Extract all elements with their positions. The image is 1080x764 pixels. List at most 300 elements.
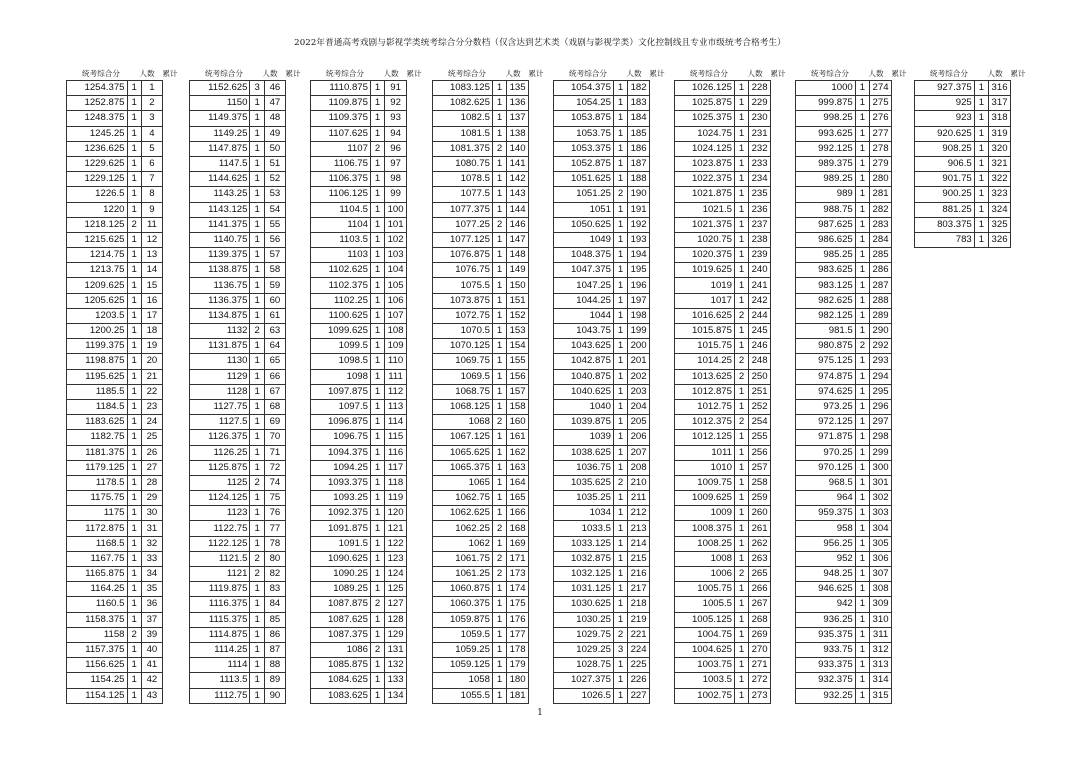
cumulative-cell: 120 <box>385 506 407 521</box>
cumulative-cell: 198 <box>628 308 650 323</box>
cumulative-cell: 98 <box>385 172 407 187</box>
table-row <box>796 187 892 202</box>
score-cell: 1091.875 <box>311 521 371 536</box>
count-cell: 1 <box>855 96 869 111</box>
table-row <box>796 536 892 551</box>
count-cell: 2 <box>250 567 264 582</box>
table-row <box>67 430 163 445</box>
table-row <box>67 673 163 688</box>
cumulative-cell: 250 <box>749 369 771 384</box>
cumulative-cell: 18 <box>141 324 162 339</box>
count-cell: 1 <box>855 369 869 384</box>
table-row <box>67 399 163 414</box>
count-cell: 1 <box>250 642 264 657</box>
table-row <box>554 445 650 460</box>
count-cell: 1 <box>127 506 141 521</box>
cumulative-cell: 256 <box>749 445 771 460</box>
table-row <box>67 126 163 141</box>
header-score: 统考综合分 <box>448 69 486 78</box>
table-row <box>796 384 892 399</box>
cumulative-cell: 275 <box>870 96 892 111</box>
table-row <box>311 658 407 673</box>
score-cell: 1128 <box>190 384 250 399</box>
count-cell: 1 <box>250 278 264 293</box>
cumulative-cell: 154 <box>507 339 529 354</box>
score-cell: 942 <box>796 597 856 612</box>
score-cell: 1085.875 <box>311 658 371 673</box>
count-cell: 1 <box>492 172 506 187</box>
cumulative-cell: 280 <box>870 172 892 187</box>
count-cell: 1 <box>974 172 988 187</box>
count-cell: 1 <box>250 506 264 521</box>
table-row <box>675 339 771 354</box>
count-cell: 1 <box>492 536 506 551</box>
score-cell: 1082.5 <box>433 111 493 126</box>
table-row <box>190 202 286 217</box>
cumulative-cell: 122 <box>385 536 407 551</box>
table-row <box>190 521 286 536</box>
score-cell: 1000 <box>796 81 856 96</box>
score-cell: 1077.5 <box>433 187 493 202</box>
count-cell: 1 <box>613 217 627 232</box>
score-cell: 952 <box>796 551 856 566</box>
score-cell: 1114 <box>190 658 250 673</box>
table-row <box>433 263 529 278</box>
cumulative-cell: 175 <box>507 597 529 612</box>
score-cell: 1220 <box>67 202 128 217</box>
count-cell: 1 <box>974 96 988 111</box>
cumulative-cell: 244 <box>749 308 771 323</box>
table-row <box>190 460 286 475</box>
count-cell: 1 <box>974 111 988 126</box>
table-row <box>67 597 163 612</box>
cumulative-cell: 66 <box>264 369 285 384</box>
cumulative-cell: 80 <box>264 551 285 566</box>
column-headers <box>189 66 301 80</box>
score-cell: 1025.375 <box>675 111 735 126</box>
count-cell: 1 <box>855 491 869 506</box>
count-cell: 1 <box>127 582 141 597</box>
cumulative-cell: 56 <box>264 232 285 247</box>
count-cell: 1 <box>734 597 748 612</box>
count-cell: 2 <box>492 141 506 156</box>
table-row <box>311 627 407 642</box>
table-row <box>433 81 529 96</box>
cumulative-cell: 178 <box>507 642 529 657</box>
score-cell: 1028.75 <box>554 658 614 673</box>
count-cell: 1 <box>492 582 506 597</box>
count-cell: 1 <box>855 521 869 536</box>
cumulative-cell: 82 <box>264 567 285 582</box>
count-cell: 1 <box>370 232 384 247</box>
count-cell: 1 <box>613 111 627 126</box>
count-cell: 2 <box>734 415 748 430</box>
cumulative-cell: 141 <box>507 156 529 171</box>
table-row <box>675 460 771 475</box>
table-row <box>554 399 650 414</box>
score-cell: 1147.875 <box>190 141 250 156</box>
count-cell: 1 <box>613 96 627 111</box>
count-cell: 1 <box>127 658 141 673</box>
table-row <box>190 339 286 354</box>
cumulative-cell: 101 <box>385 217 407 232</box>
count-cell: 1 <box>855 278 869 293</box>
score-cell: 1092.375 <box>311 506 371 521</box>
count-cell: 1 <box>492 354 506 369</box>
count-cell: 1 <box>734 141 748 156</box>
table-row <box>67 141 163 156</box>
count-cell: 1 <box>370 506 384 521</box>
count-cell: 1 <box>370 187 384 202</box>
count-cell: 3 <box>613 642 627 657</box>
score-cell: 1040.875 <box>554 369 614 384</box>
cumulative-cell: 261 <box>749 521 771 536</box>
count-cell: 1 <box>734 536 748 551</box>
score-cell: 1122.125 <box>190 536 250 551</box>
table-row <box>796 278 892 293</box>
cumulative-cell: 218 <box>628 597 650 612</box>
score-cell: 1109.375 <box>311 111 371 126</box>
count-cell: 1 <box>370 126 384 141</box>
table-row <box>433 597 529 612</box>
table-row <box>67 81 163 96</box>
score-cell: 1077.375 <box>433 202 493 217</box>
count-cell: 1 <box>734 475 748 490</box>
count-cell: 2 <box>370 642 384 657</box>
score-cell: 1059.875 <box>433 612 493 627</box>
cumulative-cell: 214 <box>628 536 650 551</box>
cumulative-cell: 162 <box>507 445 529 460</box>
cumulative-cell: 20 <box>141 354 162 369</box>
count-cell: 1 <box>250 688 264 703</box>
cumulative-cell: 99 <box>385 187 407 202</box>
count-cell: 2 <box>613 627 627 642</box>
score-cell: 1030.625 <box>554 597 614 612</box>
score-cell: 1097.875 <box>311 384 371 399</box>
score-cell: 1065 <box>433 475 493 490</box>
table-row <box>796 324 892 339</box>
cumulative-cell: 127 <box>385 597 407 612</box>
score-cell: 1107 <box>311 141 371 156</box>
table-row <box>554 521 650 536</box>
cumulative-cell: 57 <box>264 248 285 263</box>
table-row <box>311 187 407 202</box>
table-row <box>675 96 771 111</box>
score-cell: 983.625 <box>796 263 856 278</box>
cumulative-cell: 299 <box>870 445 892 460</box>
table-row <box>554 202 650 217</box>
count-cell: 1 <box>974 187 988 202</box>
table-row <box>433 415 529 430</box>
table-row <box>190 551 286 566</box>
cumulative-cell: 207 <box>628 445 650 460</box>
cumulative-cell: 25 <box>141 430 162 445</box>
cumulative-cell: 165 <box>507 491 529 506</box>
score-cell: 1103 <box>311 248 371 263</box>
table-row <box>433 567 529 582</box>
count-cell: 1 <box>250 96 264 111</box>
table-row <box>67 627 163 642</box>
score-cell: 1157.375 <box>67 642 128 657</box>
score-block <box>914 66 1026 248</box>
count-cell: 1 <box>250 673 264 688</box>
cumulative-cell: 313 <box>870 658 892 673</box>
table-row <box>311 506 407 521</box>
score-cell: 1138.875 <box>190 263 250 278</box>
score-cell: 1087.625 <box>311 612 371 627</box>
cumulative-cell: 225 <box>628 658 650 673</box>
table-row <box>67 248 163 263</box>
count-cell: 1 <box>250 430 264 445</box>
cumulative-cell: 318 <box>989 111 1011 126</box>
count-cell: 1 <box>127 248 141 263</box>
score-cell: 1002.75 <box>675 688 735 703</box>
table-row <box>554 384 650 399</box>
count-cell: 1 <box>127 415 141 430</box>
table-row <box>796 308 892 323</box>
table-row <box>311 597 407 612</box>
score-cell: 974.875 <box>796 369 856 384</box>
cumulative-cell: 302 <box>870 491 892 506</box>
count-cell: 1 <box>250 202 264 217</box>
table-row <box>311 354 407 369</box>
table-row <box>433 248 529 263</box>
cumulative-cell: 61 <box>264 308 285 323</box>
score-cell: 906.5 <box>915 156 975 171</box>
table-row <box>433 126 529 141</box>
cumulative-cell: 138 <box>507 126 529 141</box>
cumulative-cell: 28 <box>141 475 162 490</box>
cumulative-cell: 161 <box>507 430 529 445</box>
table-row <box>433 217 529 232</box>
count-cell: 1 <box>127 642 141 657</box>
cumulative-cell: 281 <box>870 187 892 202</box>
count-cell: 1 <box>370 217 384 232</box>
table-row <box>554 612 650 627</box>
cumulative-cell: 90 <box>264 688 285 703</box>
score-table <box>189 80 286 704</box>
score-cell: 1098.5 <box>311 354 371 369</box>
table-row <box>311 156 407 171</box>
count-cell: 1 <box>734 460 748 475</box>
table-row <box>311 582 407 597</box>
cumulative-cell: 140 <box>507 141 529 156</box>
count-cell: 1 <box>492 324 506 339</box>
table-row <box>190 141 286 156</box>
count-cell: 2 <box>250 324 264 339</box>
table-row <box>796 612 892 627</box>
table-row <box>675 627 771 642</box>
table-row <box>311 399 407 414</box>
table-row <box>67 521 163 536</box>
table-row <box>433 551 529 566</box>
cumulative-cell: 26 <box>141 445 162 460</box>
count-cell: 1 <box>613 399 627 414</box>
cumulative-cell: 70 <box>264 430 285 445</box>
score-block <box>432 66 544 704</box>
count-cell: 2 <box>370 597 384 612</box>
count-cell: 1 <box>370 384 384 399</box>
cumulative-cell: 6 <box>141 156 162 171</box>
count-cell: 1 <box>492 202 506 217</box>
score-cell: 999.875 <box>796 96 856 111</box>
score-cell: 1084.625 <box>311 673 371 688</box>
cumulative-cell: 266 <box>749 582 771 597</box>
table-row <box>190 324 286 339</box>
count-cell: 1 <box>492 232 506 247</box>
score-cell: 1009 <box>675 506 735 521</box>
score-cell: 1106.75 <box>311 156 371 171</box>
score-cell: 946.625 <box>796 582 856 597</box>
count-cell: 1 <box>492 81 506 96</box>
count-cell: 1 <box>127 111 141 126</box>
score-cell: 1245.25 <box>67 126 128 141</box>
table-row <box>796 141 892 156</box>
table-row <box>796 658 892 673</box>
count-cell: 1 <box>492 384 506 399</box>
cumulative-cell: 121 <box>385 521 407 536</box>
count-cell: 2 <box>492 415 506 430</box>
cumulative-cell: 41 <box>141 658 162 673</box>
count-cell: 1 <box>734 248 748 263</box>
table-row <box>311 612 407 627</box>
cumulative-cell: 54 <box>264 202 285 217</box>
cumulative-cell: 114 <box>385 415 407 430</box>
score-cell: 974.625 <box>796 384 856 399</box>
table-row <box>554 141 650 156</box>
score-cell: 1160.5 <box>67 597 128 612</box>
score-cell: 1039.875 <box>554 415 614 430</box>
table-row <box>675 567 771 582</box>
count-cell: 1 <box>613 141 627 156</box>
table-row <box>433 369 529 384</box>
cumulative-cell: 163 <box>507 460 529 475</box>
cumulative-cell: 15 <box>141 278 162 293</box>
score-cell: 932.25 <box>796 688 856 703</box>
table-row <box>190 627 286 642</box>
score-cell: 1043.75 <box>554 324 614 339</box>
count-cell: 1 <box>613 308 627 323</box>
cumulative-cell: 137 <box>507 111 529 126</box>
cumulative-cell: 69 <box>264 415 285 430</box>
table-row <box>311 96 407 111</box>
cumulative-cell: 211 <box>628 491 650 506</box>
score-cell: 985.25 <box>796 248 856 263</box>
score-cell: 1012.875 <box>675 384 735 399</box>
score-cell: 989.375 <box>796 156 856 171</box>
table-row <box>796 126 892 141</box>
cumulative-cell: 193 <box>628 232 650 247</box>
count-cell: 3 <box>250 81 264 96</box>
table-row <box>796 642 892 657</box>
count-cell: 1 <box>734 658 748 673</box>
score-cell: 1158 <box>67 627 128 642</box>
score-cell: 901.75 <box>915 172 975 187</box>
table-row <box>67 263 163 278</box>
table-row <box>311 369 407 384</box>
table-row <box>311 430 407 445</box>
count-cell: 1 <box>855 612 869 627</box>
table-row <box>675 324 771 339</box>
table-row <box>796 567 892 582</box>
count-cell: 1 <box>613 263 627 278</box>
cumulative-cell: 14 <box>141 263 162 278</box>
score-cell: 1106.125 <box>311 187 371 202</box>
score-cell: 1100.625 <box>311 308 371 323</box>
table-row <box>190 688 286 703</box>
table-row <box>311 278 407 293</box>
score-cell: 1020.375 <box>675 248 735 263</box>
score-cell: 1113.5 <box>190 673 250 688</box>
count-cell: 1 <box>855 354 869 369</box>
count-cell: 1 <box>855 551 869 566</box>
table-row <box>190 232 286 247</box>
cumulative-cell: 50 <box>264 141 285 156</box>
count-cell: 1 <box>855 308 869 323</box>
count-cell: 1 <box>127 187 141 202</box>
cumulative-cell: 87 <box>264 642 285 657</box>
table-row <box>67 460 163 475</box>
table-row <box>433 324 529 339</box>
score-cell: 1143.125 <box>190 202 250 217</box>
cumulative-cell: 310 <box>870 612 892 627</box>
column-headers <box>795 66 907 80</box>
count-cell: 1 <box>855 582 869 597</box>
score-block <box>674 66 786 704</box>
count-cell: 1 <box>613 521 627 536</box>
table-row <box>796 688 892 703</box>
count-cell: 1 <box>370 567 384 582</box>
table-row <box>675 202 771 217</box>
score-cell: 1083.125 <box>433 81 493 96</box>
header-score: 统考综合分 <box>930 69 968 78</box>
cumulative-cell: 181 <box>507 688 529 703</box>
score-cell: 1077.25 <box>433 217 493 232</box>
table-row <box>554 673 650 688</box>
header-score: 统考综合分 <box>205 69 243 78</box>
table-row <box>190 536 286 551</box>
count-cell: 1 <box>250 187 264 202</box>
table-row <box>311 673 407 688</box>
score-cell: 1058 <box>433 673 493 688</box>
table-row <box>796 263 892 278</box>
cumulative-cell: 290 <box>870 324 892 339</box>
count-cell: 1 <box>734 612 748 627</box>
count-cell: 1 <box>974 156 988 171</box>
score-cell: 1183.625 <box>67 415 128 430</box>
cumulative-cell: 160 <box>507 415 529 430</box>
cumulative-cell: 40 <box>141 642 162 657</box>
cumulative-cell: 304 <box>870 521 892 536</box>
count-cell: 1 <box>370 551 384 566</box>
table-row <box>190 278 286 293</box>
cumulative-cell: 231 <box>749 126 771 141</box>
header-count: 人数 <box>139 69 155 78</box>
cumulative-cell: 237 <box>749 217 771 232</box>
table-row <box>67 217 163 232</box>
cumulative-cell: 67 <box>264 384 285 399</box>
count-cell: 1 <box>250 156 264 171</box>
score-cell: 1024.75 <box>675 126 735 141</box>
count-cell: 1 <box>734 126 748 141</box>
count-cell: 1 <box>370 369 384 384</box>
table-row <box>915 172 1011 187</box>
table-row <box>433 156 529 171</box>
cumulative-cell: 182 <box>628 81 650 96</box>
count-cell: 1 <box>492 673 506 688</box>
count-cell: 1 <box>613 551 627 566</box>
score-cell: 970.125 <box>796 460 856 475</box>
